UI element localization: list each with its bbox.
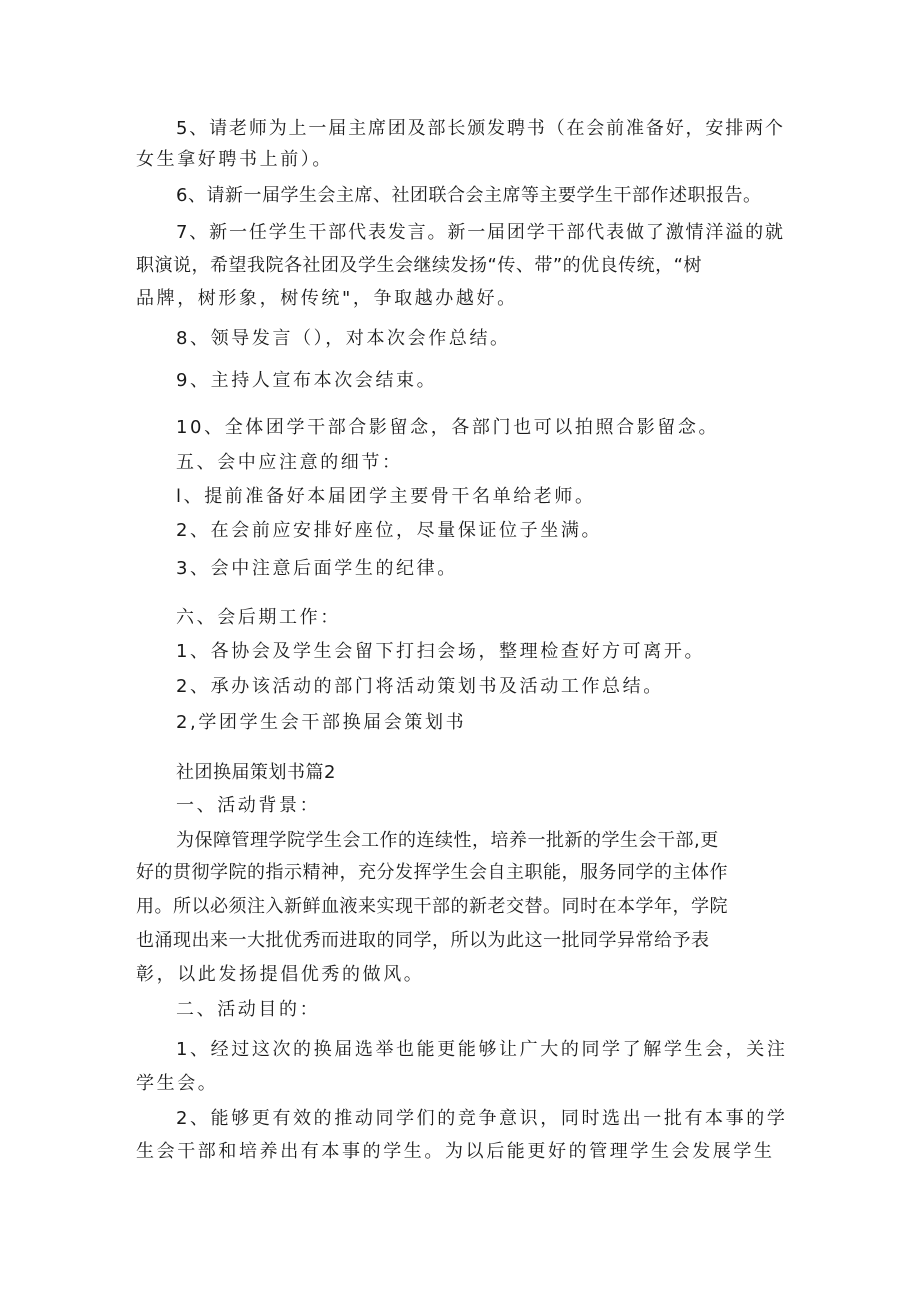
text-line: 职演说，希望我院各社团及学生会继续发扬“传、带”的优良传统，“树 — [136, 255, 702, 276]
section-heading: 一、活动背景： — [176, 795, 321, 816]
text-line: 8、领导发言（），对本次会作总结。 — [176, 328, 511, 349]
section-heading: 六、会后期工作： — [176, 607, 341, 628]
text-line: 7、新一任学生干部代表发言。新一届团学干部代表做了激情洋溢的就 — [176, 222, 785, 243]
section-heading: 五、会中应注意的细节： — [176, 452, 403, 473]
text-line: 2、能够更有效的推动同学们的竞争意识，同时选出一批有本事的学 — [176, 1108, 788, 1129]
text-line: 也涌现出来一大批优秀而进取的同学，所以为此这一批同学异常给予表 — [136, 930, 710, 951]
text-line: 彰，以此发扬提倡优秀的做风。 — [136, 964, 425, 985]
text-line: 2、在会前应安排好座位，尽量保证位子坐满。 — [176, 520, 603, 541]
text-line: 为保障管理学院学生会工作的连续性，培养一批新的学生会干部,更 — [176, 830, 719, 851]
text-line: 6、请新一届学生会主席、社团联合会主席等主要学生干部作述职报告。 — [176, 185, 762, 206]
text-line: 好的贯彻学院的指示精神，充分发挥学生会自主职能，服务同学的主体作 — [136, 862, 728, 883]
text-line: 10、全体团学干部合影留念，各部门也可以拍照合影留念。 — [176, 417, 720, 438]
text-line: 2、承办该活动的部门将活动策划书及活动工作总结。 — [176, 676, 664, 697]
text-line: 用。所以必须注入新鲜血液来实现干部的新老交替。同时在本学年，学院 — [136, 896, 728, 917]
text-line: 3、会中注意后面学生的纪律。 — [176, 558, 458, 579]
text-line: 5、请老师为上一届主席团及部长颁发聘书（在会前准备好，安排两个 — [176, 118, 785, 139]
section-heading: 二、活动目的： — [176, 999, 321, 1020]
text-line: 学生会。 — [136, 1073, 219, 1094]
text-line: 生会干部和培养出有本事的学生。为以后能更好的管理学生会发展学生 — [136, 1141, 775, 1162]
text-line: 品牌，树形象，树传统"，争取越办越好。 — [136, 288, 518, 309]
document-subtitle: 2,学团学生会干部换届会策划书 — [176, 712, 467, 733]
text-line: 9、主持人宣布本次会结束。 — [176, 370, 438, 391]
text-line: 女生拿好聘书上前）。 — [136, 149, 333, 170]
text-line: l、提前准备好本届团学主要骨干名单给老师。 — [176, 486, 596, 507]
document-title: 社团换届策划书篇2 — [176, 762, 336, 783]
text-line: 1、经过这次的换届选举也能更能够让广大的同学了解学生会，关注 — [176, 1039, 788, 1060]
text-line: 1、各协会及学生会留下打扫会场，整理检查好方可离开。 — [176, 641, 706, 662]
